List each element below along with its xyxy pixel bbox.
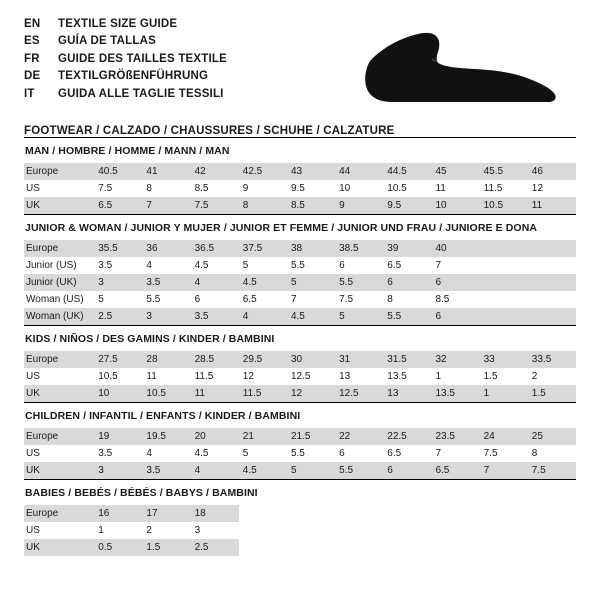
cell bbox=[528, 308, 576, 325]
row-label: UK bbox=[24, 197, 94, 214]
cell: 35.5 bbox=[94, 240, 142, 257]
row-label: Woman (UK) bbox=[24, 308, 94, 325]
cell: 12 bbox=[528, 180, 576, 197]
cell: 5.5 bbox=[287, 445, 335, 462]
cell: 17 bbox=[142, 505, 190, 522]
cell: 7 bbox=[480, 462, 528, 479]
language-title-list bbox=[24, 16, 227, 103]
cell bbox=[480, 257, 528, 274]
cell bbox=[383, 505, 431, 522]
language-title-it: GUIDA ALLE TAGLIE TESSILI bbox=[58, 87, 224, 100]
cell: 8 bbox=[383, 291, 431, 308]
cell: 12 bbox=[287, 385, 335, 402]
cell: 5 bbox=[335, 308, 383, 325]
cell: 5.5 bbox=[335, 274, 383, 291]
cell: 8 bbox=[528, 445, 576, 462]
table-row bbox=[24, 539, 576, 556]
cell bbox=[480, 522, 528, 539]
section-babies bbox=[24, 479, 576, 556]
table-row bbox=[24, 505, 576, 522]
cell: 5 bbox=[94, 291, 142, 308]
table-row bbox=[24, 257, 576, 274]
language-code-es: ES bbox=[24, 35, 40, 48]
cell bbox=[335, 505, 383, 522]
size-table-man bbox=[24, 163, 576, 214]
table-row bbox=[24, 291, 576, 308]
cell bbox=[480, 240, 528, 257]
cell: 31 bbox=[335, 351, 383, 368]
cell: 8.5 bbox=[287, 197, 335, 214]
language-title-es: GUÍA DE TALLAS bbox=[58, 35, 156, 48]
table-row bbox=[24, 197, 576, 214]
cell: 3.5 bbox=[94, 445, 142, 462]
cell: 1.5 bbox=[528, 385, 576, 402]
cell bbox=[431, 522, 479, 539]
cell: 9.5 bbox=[383, 197, 431, 214]
cell bbox=[528, 240, 576, 257]
cell bbox=[287, 522, 335, 539]
language-code-it: IT bbox=[24, 87, 35, 100]
language-row-fr bbox=[24, 51, 227, 68]
cell: 8 bbox=[142, 180, 190, 197]
cell: 5 bbox=[287, 462, 335, 479]
cell: 45.5 bbox=[480, 163, 528, 180]
section-title-children: CHILDREN / INFANTIL / ENFANTS / KINDER / BAMBINI bbox=[25, 410, 301, 422]
cell: 10 bbox=[94, 385, 142, 402]
cell: 7 bbox=[142, 197, 190, 214]
cell: 13.5 bbox=[431, 385, 479, 402]
cell: 3.5 bbox=[142, 462, 190, 479]
cell: 19.5 bbox=[142, 428, 190, 445]
row-label: Europe bbox=[24, 505, 94, 522]
row-label: Woman (US) bbox=[24, 291, 94, 308]
cell: 9 bbox=[239, 180, 287, 197]
cell: 12 bbox=[239, 368, 287, 385]
cell bbox=[335, 522, 383, 539]
section-children bbox=[24, 402, 576, 479]
table-row bbox=[24, 351, 576, 368]
table-row bbox=[24, 462, 576, 479]
cell: 40 bbox=[431, 240, 479, 257]
cell: 12.5 bbox=[335, 385, 383, 402]
cell bbox=[239, 539, 287, 556]
table-row bbox=[24, 308, 576, 325]
row-label: Europe bbox=[24, 351, 94, 368]
language-code-fr: FR bbox=[24, 52, 40, 65]
table-row bbox=[24, 240, 576, 257]
cell bbox=[287, 539, 335, 556]
language-code-de: DE bbox=[24, 70, 41, 83]
cell: 7.5 bbox=[191, 197, 239, 214]
cell: 7 bbox=[431, 445, 479, 462]
cell: 23.5 bbox=[431, 428, 479, 445]
cell: 44 bbox=[335, 163, 383, 180]
cell: 8.5 bbox=[431, 291, 479, 308]
document-header bbox=[24, 16, 576, 108]
row-label: UK bbox=[24, 462, 94, 479]
cell: 16 bbox=[94, 505, 142, 522]
row-label: UK bbox=[24, 539, 94, 556]
cell: 6.5 bbox=[431, 462, 479, 479]
cell: 24 bbox=[480, 428, 528, 445]
cell: 28.5 bbox=[191, 351, 239, 368]
cell: 4 bbox=[142, 257, 190, 274]
cell bbox=[528, 257, 576, 274]
cell: 45 bbox=[431, 163, 479, 180]
cell: 27.5 bbox=[94, 351, 142, 368]
cell: 3 bbox=[94, 462, 142, 479]
row-label: Europe bbox=[24, 428, 94, 445]
cell: 4.5 bbox=[287, 308, 335, 325]
cell: 9 bbox=[335, 197, 383, 214]
cell: 6 bbox=[335, 445, 383, 462]
table-row bbox=[24, 385, 576, 402]
cell: 10 bbox=[431, 197, 479, 214]
table-row bbox=[24, 428, 576, 445]
table-row bbox=[24, 163, 576, 180]
cell: 5 bbox=[239, 445, 287, 462]
cell: 7.5 bbox=[335, 291, 383, 308]
cell: 39 bbox=[383, 240, 431, 257]
cell: 8.5 bbox=[191, 180, 239, 197]
row-label: Junior (UK) bbox=[24, 274, 94, 291]
cell: 1 bbox=[431, 368, 479, 385]
cell: 33 bbox=[480, 351, 528, 368]
cell: 7.5 bbox=[480, 445, 528, 462]
cell: 2 bbox=[142, 522, 190, 539]
cell: 33.5 bbox=[528, 351, 576, 368]
cell bbox=[431, 539, 479, 556]
cell: 3.5 bbox=[94, 257, 142, 274]
cell: 6 bbox=[191, 291, 239, 308]
size-table-kids bbox=[24, 351, 576, 402]
cell: 11 bbox=[191, 385, 239, 402]
size-table-babies bbox=[24, 505, 576, 556]
cell: 2.5 bbox=[94, 308, 142, 325]
cell: 22.5 bbox=[383, 428, 431, 445]
section-title-kids: KIDS / NIÑOS / DES GAMINS / KINDER / BAMBINI bbox=[25, 333, 275, 345]
cell: 4.5 bbox=[191, 445, 239, 462]
cell: 5.5 bbox=[335, 462, 383, 479]
cell: 41 bbox=[142, 163, 190, 180]
cell: 38.5 bbox=[335, 240, 383, 257]
cell: 46 bbox=[528, 163, 576, 180]
language-title-de: TEXTILGRÖßENFÜHRUNG bbox=[58, 70, 209, 83]
cell: 6.5 bbox=[94, 197, 142, 214]
cell: 11.5 bbox=[239, 385, 287, 402]
cell: 29.5 bbox=[239, 351, 287, 368]
cell bbox=[480, 274, 528, 291]
cell: 7 bbox=[431, 257, 479, 274]
cell: 5 bbox=[239, 257, 287, 274]
cell: 0.5 bbox=[94, 539, 142, 556]
row-label: US bbox=[24, 368, 94, 385]
cell: 8 bbox=[239, 197, 287, 214]
cell: 5 bbox=[287, 274, 335, 291]
section-man bbox=[24, 137, 576, 214]
cell: 31.5 bbox=[383, 351, 431, 368]
cell: 7.5 bbox=[528, 462, 576, 479]
cell: 4.5 bbox=[191, 257, 239, 274]
cell bbox=[383, 539, 431, 556]
cell: 13 bbox=[383, 385, 431, 402]
section-junior-woman bbox=[24, 214, 576, 325]
cell: 12.5 bbox=[287, 368, 335, 385]
cell bbox=[383, 522, 431, 539]
cell: 32 bbox=[431, 351, 479, 368]
cell: 18 bbox=[191, 505, 239, 522]
cell: 6 bbox=[383, 274, 431, 291]
cell: 11.5 bbox=[191, 368, 239, 385]
cell: 3 bbox=[142, 308, 190, 325]
cell: 7.5 bbox=[94, 180, 142, 197]
cell: 4.5 bbox=[239, 274, 287, 291]
cell bbox=[480, 539, 528, 556]
cell: 2.5 bbox=[191, 539, 239, 556]
cell: 21.5 bbox=[287, 428, 335, 445]
cell: 6.5 bbox=[239, 291, 287, 308]
cell: 28 bbox=[142, 351, 190, 368]
cell: 2 bbox=[528, 368, 576, 385]
cell: 4 bbox=[239, 308, 287, 325]
cell: 10.5 bbox=[142, 385, 190, 402]
section-title-babies: BABIES / BEBÉS / BÉBÉS / BABYS / BAMBINI bbox=[25, 487, 258, 499]
cell bbox=[480, 308, 528, 325]
row-label: UK bbox=[24, 385, 94, 402]
cell: 6 bbox=[431, 308, 479, 325]
cell bbox=[528, 539, 576, 556]
table-row bbox=[24, 368, 576, 385]
section-title-man: MAN / HOMBRE / HOMME / MANN / MAN bbox=[25, 145, 230, 157]
cell: 42 bbox=[191, 163, 239, 180]
row-label: Europe bbox=[24, 240, 94, 257]
cell: 3.5 bbox=[142, 274, 190, 291]
cell: 3 bbox=[191, 522, 239, 539]
table-row bbox=[24, 445, 576, 462]
language-row-en bbox=[24, 16, 227, 33]
cell: 43 bbox=[287, 163, 335, 180]
section-kids bbox=[24, 325, 576, 402]
cell bbox=[239, 505, 287, 522]
cell bbox=[480, 505, 528, 522]
cell: 11 bbox=[431, 180, 479, 197]
cell: 21 bbox=[239, 428, 287, 445]
row-label: US bbox=[24, 445, 94, 462]
table-row bbox=[24, 274, 576, 291]
language-code-en: EN bbox=[24, 18, 41, 30]
cell: 5.5 bbox=[287, 257, 335, 274]
row-label: Junior (US) bbox=[24, 257, 94, 274]
cell: 44.5 bbox=[383, 163, 431, 180]
cell: 10.5 bbox=[94, 368, 142, 385]
cell: 5.5 bbox=[383, 308, 431, 325]
table-row bbox=[24, 180, 576, 197]
category-line: FOOTWEAR / CALZADO / CHAUSSURES / SCHUHE / CALZATURE bbox=[24, 125, 395, 137]
cell: 3 bbox=[94, 274, 142, 291]
row-label: US bbox=[24, 180, 94, 197]
dress-shoe-icon bbox=[362, 28, 562, 108]
cell bbox=[528, 522, 576, 539]
cell: 1.5 bbox=[142, 539, 190, 556]
cell: 42.5 bbox=[239, 163, 287, 180]
cell: 1.5 bbox=[480, 368, 528, 385]
cell: 11 bbox=[142, 368, 190, 385]
cell: 19 bbox=[94, 428, 142, 445]
cell: 5.5 bbox=[142, 291, 190, 308]
cell: 7 bbox=[287, 291, 335, 308]
cell: 10 bbox=[335, 180, 383, 197]
cell: 1 bbox=[94, 522, 142, 539]
size-table-junior-woman bbox=[24, 240, 576, 325]
cell: 3.5 bbox=[191, 308, 239, 325]
cell: 4.5 bbox=[239, 462, 287, 479]
cell: 4 bbox=[191, 274, 239, 291]
language-row-es bbox=[24, 33, 227, 50]
table-row bbox=[24, 522, 576, 539]
cell bbox=[480, 291, 528, 308]
cell bbox=[239, 522, 287, 539]
cell: 11.5 bbox=[480, 180, 528, 197]
cell: 38 bbox=[287, 240, 335, 257]
section-title-junior-woman: JUNIOR & WOMAN / JUNIOR Y MUJER / JUNIOR ET FEMME / JUNIOR UND FRAU / JUNIORE E DONA bbox=[25, 222, 538, 234]
language-title-fr: GUIDE DES TAILLES TEXTILE bbox=[58, 52, 227, 65]
cell: 6 bbox=[335, 257, 383, 274]
cell: 22 bbox=[335, 428, 383, 445]
language-row-it bbox=[24, 86, 227, 103]
cell: 11 bbox=[528, 197, 576, 214]
cell: 13 bbox=[335, 368, 383, 385]
language-title-en: TEXTILE SIZE GUIDE bbox=[58, 18, 178, 30]
cell: 1 bbox=[480, 385, 528, 402]
cell: 37.5 bbox=[239, 240, 287, 257]
cell bbox=[528, 274, 576, 291]
cell: 36.5 bbox=[191, 240, 239, 257]
row-label: Europe bbox=[24, 163, 94, 180]
language-row-de bbox=[24, 68, 227, 85]
cell: 13.5 bbox=[383, 368, 431, 385]
cell: 20 bbox=[191, 428, 239, 445]
cell bbox=[528, 505, 576, 522]
cell bbox=[528, 291, 576, 308]
cell: 6.5 bbox=[383, 445, 431, 462]
cell: 6 bbox=[431, 274, 479, 291]
cell: 36 bbox=[142, 240, 190, 257]
cell: 25 bbox=[528, 428, 576, 445]
cell bbox=[287, 505, 335, 522]
cell: 4 bbox=[142, 445, 190, 462]
cell bbox=[335, 539, 383, 556]
cell: 9.5 bbox=[287, 180, 335, 197]
cell: 6.5 bbox=[383, 257, 431, 274]
size-table-children bbox=[24, 428, 576, 479]
cell: 10.5 bbox=[383, 180, 431, 197]
cell: 10.5 bbox=[480, 197, 528, 214]
cell: 4 bbox=[191, 462, 239, 479]
cell: 30 bbox=[287, 351, 335, 368]
cell bbox=[431, 505, 479, 522]
row-label: US bbox=[24, 522, 94, 539]
cell: 40.5 bbox=[94, 163, 142, 180]
cell: 6 bbox=[383, 462, 431, 479]
